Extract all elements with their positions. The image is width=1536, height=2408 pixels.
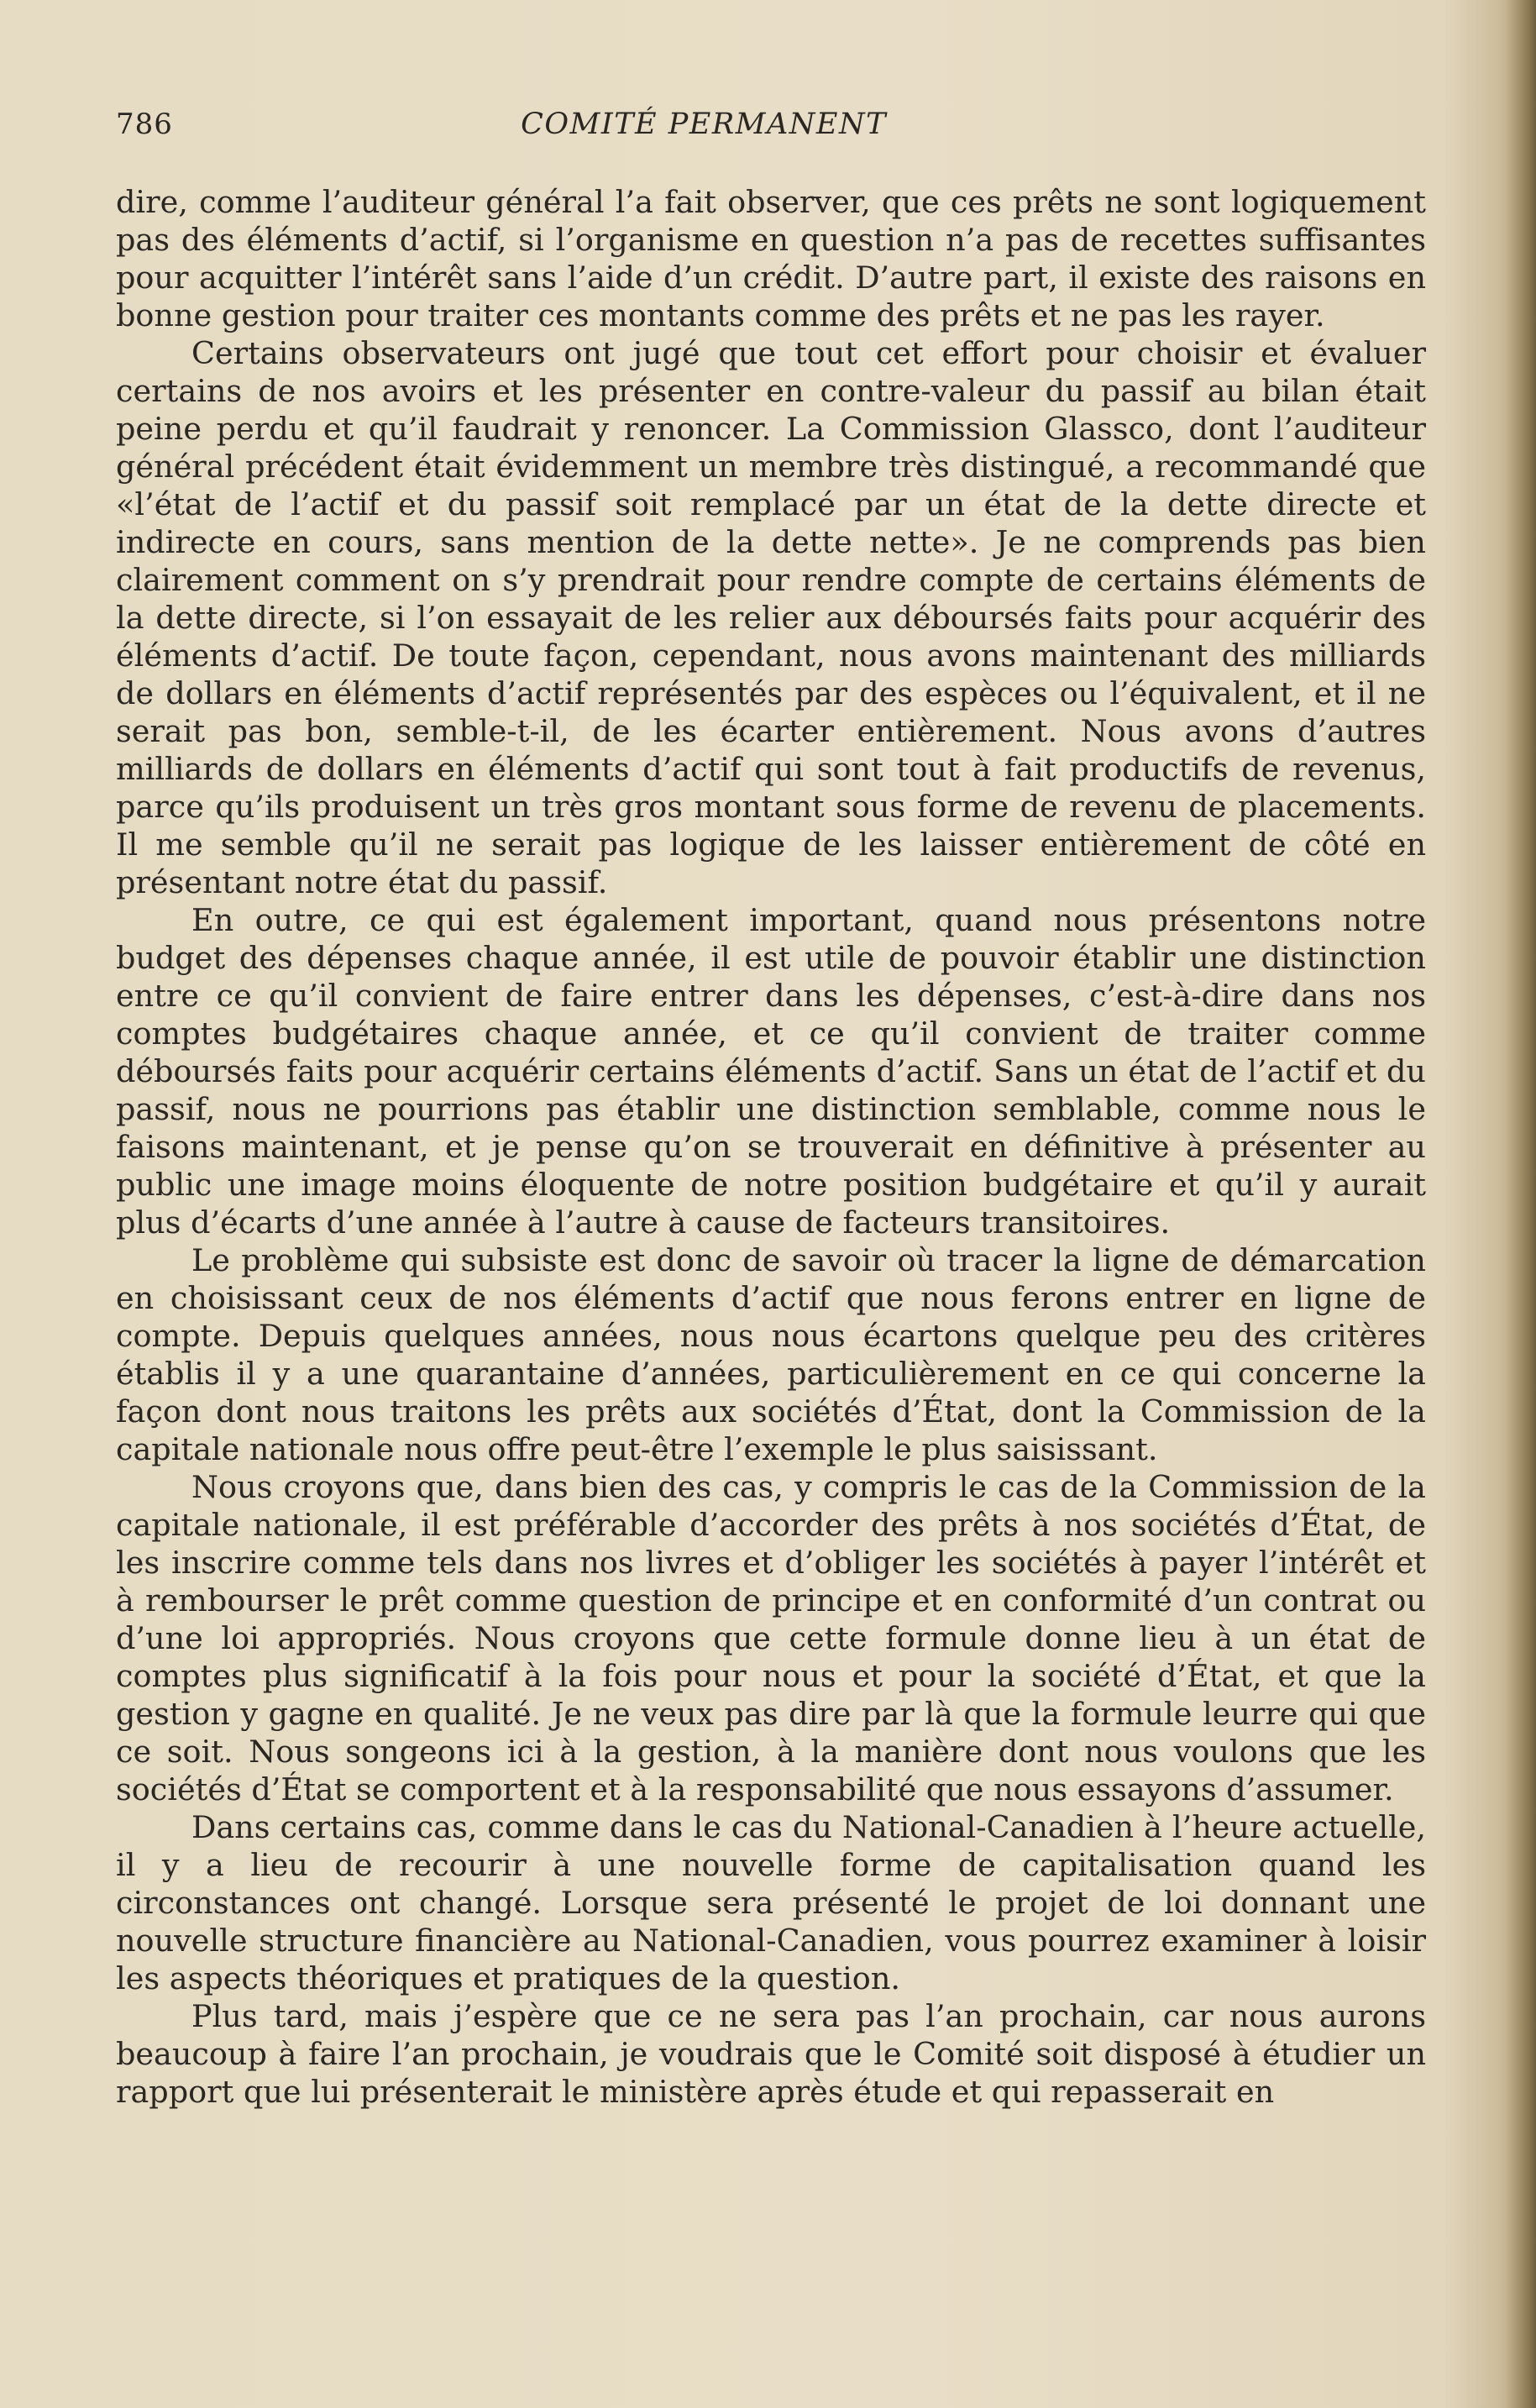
body-text: [116, 183, 1426, 2111]
paragraph: Nous croyons que, dans bien des cas, y compris le cas de la Commission de la capitale nationale, il est préférable d’accorder des prêts à nos sociétés d’État, de les inscrire comme tels dans nos livres et d’obliger les sociétés à payer l’intérêt et à rembourser le prêt comme question de principe et en conformité d’un contrat ou d’une loi appropriés. Nous croyons que cette formule donne lieu à un état de comptes plus significatif à la fois pour nous et pour la société d’État, et que la gestion y gagne en qualité. Je ne veux pas dire par là que la formule leurre qui que ce soit. Nous songeons ici à la gestion, à la manière dont nous voulons que les sociétés d’État se comportent et à la responsabilité que nous essayons d’assumer.: [116, 1469, 1426, 1807]
paragraph: Dans certains cas, comme dans le cas du National-Canadien à l’heure actuelle, il y a lieu de recourir à une nouvelle forme de capitalisation quand les circonstances ont changé. Lorsque sera présenté le projet de loi donnant une nouvelle structure financière au National-Canadien, vous pourrez examiner à loisir les aspects théoriques et pratiques de la question.: [116, 1809, 1426, 1996]
running-title: COMITÉ PERMANENT: [521, 108, 887, 141]
paragraph: En outre, ce qui est également important, quand nous présentons notre budget des dépenses chaque année, il est utile de pouvoir établir une distinction entre ce qu’il convient de faire entrer dans les dépenses, c’est-à-dire dans nos comptes budgétaires chaque année, et ce qu’il convient de traiter comme déboursés faits pour acquérir certains éléments d’actif. Sans un état de l’actif et du passif, nous ne pourrions pas établir une distinction semblable, comme nous le faisons maintenant, et je pense qu’on se trouverait en définitive à présenter au public une image moins éloquente de notre position budgétaire et qu’il y aurait plus d’écarts d’une année à l’autre à cause de facteurs transitoires.: [116, 902, 1426, 1241]
paragraph: Plus tard, mais j’espère que ce ne sera pas l’an prochain, car nous aurons beaucoup à faire l’an prochain, je voudrais que le Comité soit disposé à étudier un rapport que lui présenterait le ministère après étude et qui repasserait en: [116, 1998, 1426, 2110]
page-header: [116, 108, 1426, 150]
paragraph: Certains observateurs ont jugé que tout cet effort pour choisir et évaluer certains de nos avoirs et les présenter en contre-valeur du passif au bilan était peine perdu et qu’il faudrait y renoncer. La Commission Glassco, dont l’auditeur général précédent était évidemment un membre très distingué, a recommandé que «l’état de l’actif et du passif soit remplacé par un état de la dette directe et indirecte en cours, sans mention de la dette nette». Je ne comprends pas bien clairement comment on s’y prendrait pour rendre compte de certains éléments de la dette directe, si l’on essayait de les relier aux déboursés faits pour acquérir des éléments d’actif. De toute façon, cependant, nous avons maintenant des milliards de dollars en éléments d’actif représentés par des espèces ou l’équivalent, et il ne serait pas bon, semble-t-il, de les écarter entièrement. Nous avons d’autres milliards de dollars en éléments d’actif qui sont tout à fait productifs de revenus, parce qu’ils produisent un très gros montant sous forme de revenu de placements. Il me semble qu’il ne serait pas logique de les laisser entièrement de côté en présentant notre état du passif.: [116, 335, 1426, 900]
book-spine-shadow: [1506, 0, 1536, 2408]
page-number: 786: [116, 108, 173, 141]
paragraph-continuation: dire, comme l’auditeur général l’a fait observer, que ces prêts ne sont logiquement pas des éléments d’actif, si l’organisme en question n’a pas de recettes suffisantes pour acquitter l’intérêt sans l’aide d’un crédit. D’autre part, il existe des raisons en bonne gestion pour traiter ces montants comme des prêts et ne pas les rayer.: [116, 184, 1426, 333]
paragraph: Le problème qui subsiste est donc de savoir où tracer la ligne de démarcation en choisissant ceux de nos éléments d’actif que nous ferons entrer en ligne de compte. Depuis quelques années, nous nous écartons quelque peu des critères établis il y a une quarantaine d’années, particulièrement en ce qui concerne la façon dont nous traitons les prêts aux sociétés d’État, dont la Commission de la capitale nationale nous offre peut-être l’exemple le plus saisissant.: [116, 1242, 1426, 1467]
